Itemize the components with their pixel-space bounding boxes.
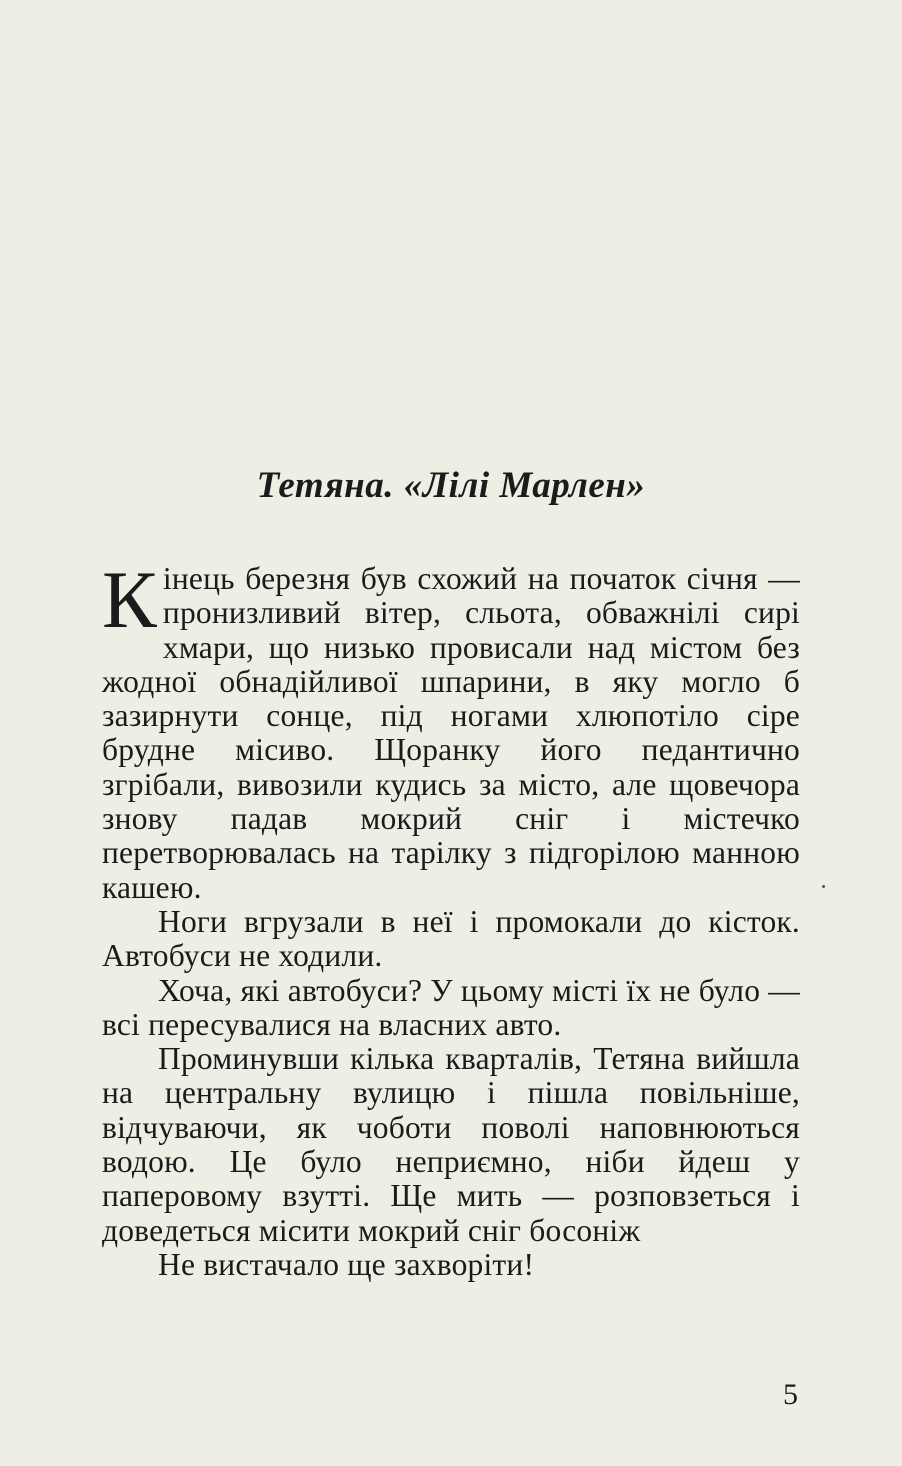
paragraph-2: Ноги вгрузали в неї і промокали до кісток. Автобуси не ходили. bbox=[102, 903, 800, 974]
paragraph-3: Хоча, які автобуси? У цьому місті їх не було — всі пересувалися на власних авто. bbox=[102, 972, 800, 1042]
paragraph-5: Не вистачало ще захворіти! bbox=[158, 1246, 535, 1282]
chapter-body bbox=[102, 554, 800, 1282]
chapter-title: Тетяна. «Лілі Марлен» bbox=[256, 465, 646, 506]
paragraph-1 bbox=[102, 554, 800, 905]
paragraph-4: Проминувши кілька кварталів, Тетяна вийшла на центральну вулицю і пішла повільніше, відчуваючи, як чоботи поволі наповнюються водою. Це було неприємно, ніби йдеш у паперовому взутті. Ще мить — розповзеться і доведеться місити мокрий сніг босоніж bbox=[102, 1041, 800, 1248]
paragraph-text: інець березня був схожий на початок січня — пронизливий вітер, сльота, обважнілі сирі хмари, що низько провисали над містом без жодної обнадійливої шпарини, в яку могло б зазирнути сонце, під ногами хлюпотіло сіре брудне місиво. Щоранку його педантично згрібали, вивозили кудись за місто, але щовечора знову падав мокрий сніг і містечко перетворювалась на тарілку з підгорілою манною кашею. bbox=[102, 561, 800, 905]
drop-cap: К bbox=[102, 554, 157, 645]
page-number: 5 bbox=[783, 1378, 798, 1411]
paper-speck bbox=[822, 885, 825, 888]
